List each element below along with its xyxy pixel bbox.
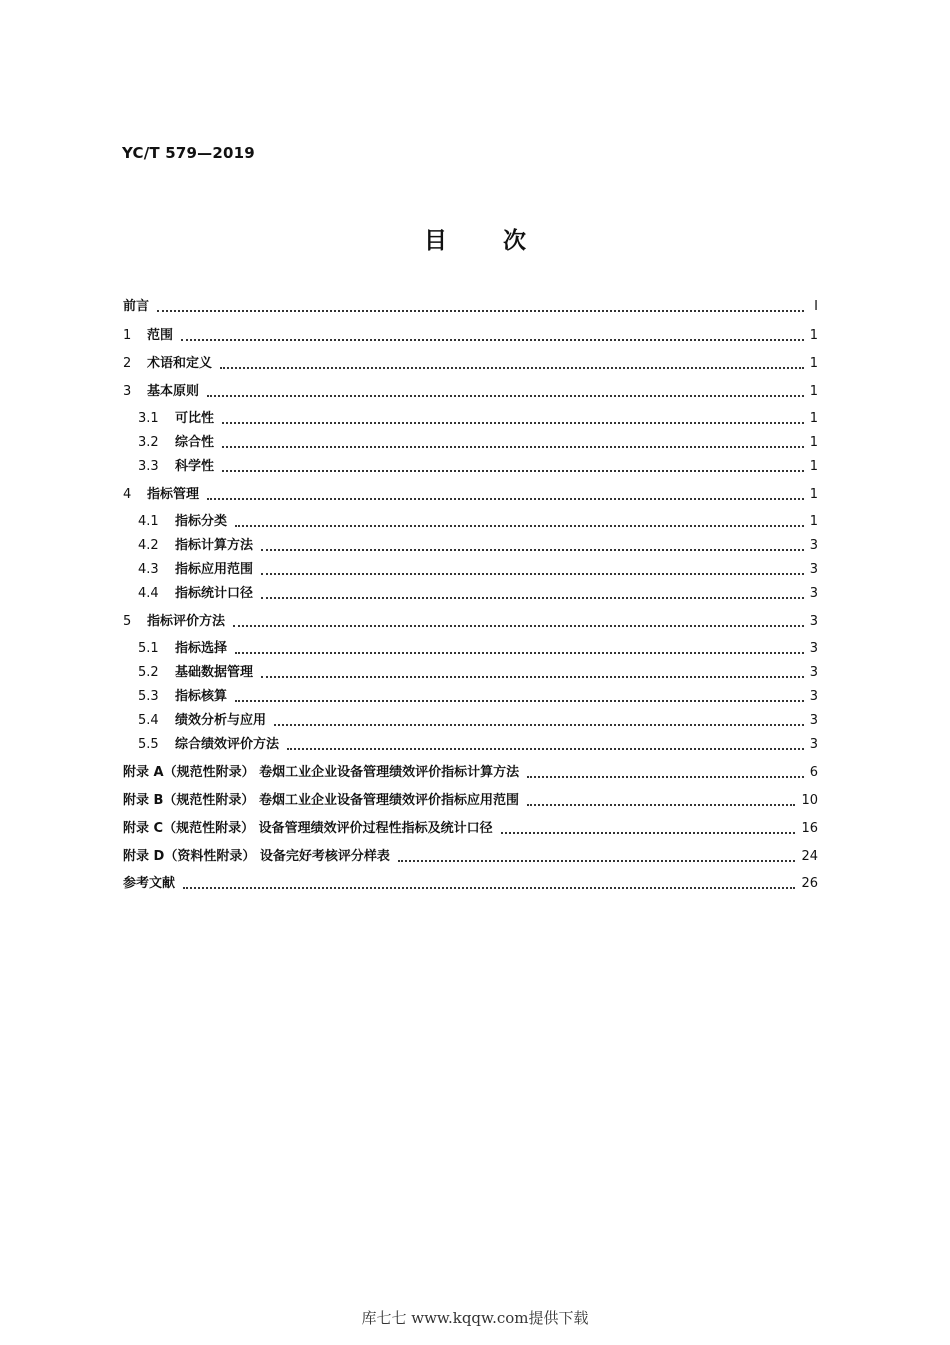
toc-entry-label: 指标评价方法 [147,614,226,629]
toc-dot-leader [220,367,804,369]
toc-dot-leader [222,422,804,424]
toc-entry-number: 5 [123,614,132,629]
toc-entry-page: 3 [809,614,818,629]
toc-dot-leader [207,498,804,500]
toc-entry[interactable] [123,788,818,810]
toc-entry-label: 综合性 [175,435,215,450]
toc-entry-number: 5.3 [138,689,159,704]
toc-entry-number: 5.1 [138,641,159,656]
toc-entry-label: 指标管理 [147,487,200,502]
toc-dot-leader [222,446,804,448]
toc-entry-page: 3 [809,665,818,680]
toc-entry-number: 4.1 [138,514,159,529]
toc-entry-number: 4.2 [138,538,159,553]
toc-entry[interactable] [138,660,818,682]
toc-entry-page: 6 [809,765,818,780]
toc-entry-page: 16 [801,821,818,836]
toc-dot-leader [183,887,795,889]
toc-entry-number: 5.2 [138,665,159,680]
toc-entry-label: 参考文献 [123,876,176,891]
toc-dot-leader [233,625,804,627]
toc-entry-label: 基本原则 [147,384,200,399]
toc-entry[interactable] [138,581,818,603]
toc-entry-label: 指标计算方法 [175,538,254,553]
toc-entry-label: 可比性 [175,411,215,426]
toc-entry-label: 附录 A（规范性附录） 卷烟工业企业设备管理绩效评价指标计算方法 [123,765,520,780]
toc-entry[interactable] [138,684,818,706]
toc-entry-page: 3 [809,689,818,704]
toc-entry-page: 3 [809,713,818,728]
toc-entry-label: 指标应用范围 [175,562,254,577]
toc-entry-number: 4.4 [138,586,159,601]
toc-entry-page: 26 [801,876,818,891]
toc-dot-leader [287,748,804,750]
toc-entry-page: 24 [801,849,818,864]
toc-entry-number: 5.5 [138,737,159,752]
toc-entry-label: 范围 [147,328,174,343]
toc-entry-page: 1 [809,487,818,502]
toc-entry[interactable] [123,871,818,893]
toc-entry[interactable] [138,533,818,555]
toc-entry[interactable] [138,509,818,531]
toc-entry-label: 附录 B（规范性附录） 卷烟工业企业设备管理绩效评价指标应用范围 [123,793,519,808]
toc-dot-leader [235,525,804,527]
toc-dot-leader [527,804,795,806]
toc-dot-leader [261,597,804,599]
toc-dot-leader [207,395,804,397]
toc-entry[interactable] [123,294,818,316]
toc-entry-page: 1 [809,459,818,474]
toc-entry-number: 5.4 [138,713,159,728]
toc-entry-label: 综合绩效评价方法 [175,737,280,752]
toc-dot-leader [527,776,804,778]
toc-entry[interactable] [123,482,818,504]
toc-entry-page: 3 [809,586,818,601]
toc-entry-number: 1 [123,328,132,343]
toc-entry[interactable] [123,609,818,631]
toc-dot-leader [235,700,804,702]
toc-dot-leader [501,832,796,834]
toc-entry[interactable] [123,844,818,866]
toc-entry-label: 科学性 [175,459,215,474]
toc-entry-page: 3 [809,538,818,553]
toc-entry[interactable] [138,557,818,579]
toc-entry-page: 1 [809,384,818,399]
toc-entry-number: 3.2 [138,435,159,450]
toc-dot-leader [261,573,804,575]
toc-entry-label: 指标分类 [175,514,228,529]
toc-dot-leader [261,549,804,551]
toc-dot-leader [235,652,804,654]
toc-entry-label: 术语和定义 [147,356,213,371]
toc-entry-page: 1 [809,328,818,343]
toc-title [0,222,950,255]
toc-entry[interactable] [123,816,818,838]
toc-dot-leader [398,860,796,862]
toc-entry-page: 1 [809,411,818,426]
toc-entry-label: 绩效分析与应用 [175,713,267,728]
toc-entry-page: 10 [801,793,818,808]
toc-entry-page: 3 [809,641,818,656]
toc-entry[interactable] [138,708,818,730]
toc-title-char-2: 次 [503,228,526,254]
toc-dot-leader [157,310,804,312]
toc-entry-page: 3 [809,562,818,577]
toc-entry-number: 2 [123,356,132,371]
toc-entry-page: 1 [809,435,818,450]
toc-entry-label: 附录 C（规范性附录） 设备管理绩效评价过程性指标及统计口径 [123,821,493,836]
standard-code: YC/T 579—2019 [122,144,255,162]
toc-entry-number: 4 [123,487,132,502]
toc-entry[interactable] [138,406,818,428]
toc-entry-label: 附录 D（资料性附录） 设备完好考核评分样表 [123,849,390,864]
toc-entry-number: 4.3 [138,562,159,577]
toc-entry-label: 基础数据管理 [175,665,254,680]
toc-entry[interactable] [123,351,818,373]
toc-entry[interactable] [123,760,818,782]
toc-entry[interactable] [123,379,818,401]
toc-entry-label: 指标统计口径 [175,586,254,601]
toc-entry[interactable] [138,636,818,658]
toc-entry-number: 3.3 [138,459,159,474]
toc-entry-label: 指标选择 [175,641,228,656]
toc-entry-page: I [814,299,818,314]
toc-entry[interactable] [138,454,818,476]
toc-entry[interactable] [138,732,818,754]
toc-entry-label: 前言 [123,299,150,314]
toc-dot-leader [181,339,804,341]
toc-dot-leader [274,724,804,726]
toc-entry-label: 指标核算 [175,689,228,704]
toc-entry-number: 3 [123,384,132,399]
toc-dot-leader [222,470,804,472]
toc-entry-page: 1 [809,514,818,529]
footer-watermark: 库七七 www.kqqw.com提供下载 [361,1309,589,1327]
toc-dot-leader [261,676,804,678]
toc-entry[interactable] [123,323,818,345]
toc-entry[interactable] [138,430,818,452]
toc-entry-page: 1 [809,356,818,371]
toc-title-char-1: 目 [423,228,447,254]
toc-entry-page: 3 [809,737,818,752]
toc-entry-number: 3.1 [138,411,159,426]
